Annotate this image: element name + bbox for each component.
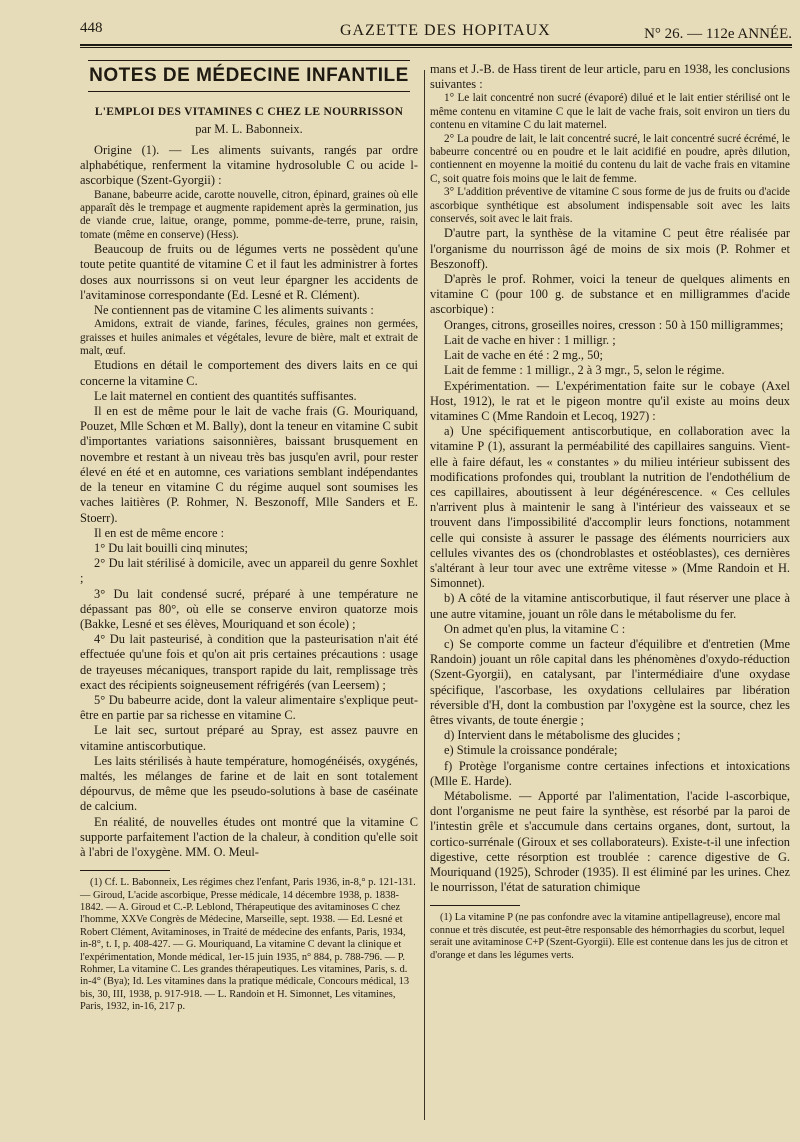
article-author: par M. L. Babonneix. bbox=[195, 122, 303, 136]
right-paragraph: Lait de vache en hiver : 1 milligr. ; bbox=[444, 332, 616, 347]
article-title: L'EMPLOI DES VITAMINES C CHEZ LE NOURRISSON bbox=[94, 106, 404, 118]
left-paragraph: Le lait sec, surtout préparé au Spray, est assez pauvre en vitamine antiscorbutique. bbox=[80, 723, 418, 753]
left-paragraph: Il en est de même pour le lait de vache frais (G. Mouriquand, Pouzet, Mlle Schœn et M. Bally), dont la teneur en vitamine C subit d'importantes variations saisonnières, baissant brusquement en novembre et restant à un niveau très bas jusqu'en avril, pour rester élevé en été et en automne, ces variations semblant indépendantes de la teneur en vitamine C du régime auquel sont soumises les vaches laitières (P. Rohmer, N. Beszonoff, Mlle Sanders et E. Stoerr). bbox=[80, 404, 418, 525]
right-paragraph: Lait de femme : 1 milligr., 2 à 3 mgr., 5, selon le régime. bbox=[444, 363, 725, 378]
right-column bbox=[430, 62, 790, 962]
right-paragraph: D'autre part, la synthèse de la vitamine C peut être réalisée par l'organisme du nourrisson âgé de moins de six mois (P. Rohmer et Beszonoff). bbox=[430, 226, 790, 271]
right-paragraph: a) Une spécifiquement antiscorbutique, en collaboration avec la vitamine P (1), assurant la perméabilité des capillaires sanguins. Vient-elle à faire défaut, les « constantes » du milieu intérieur subissent des modifications profondes qui, troublant la nutrition de l'endothélium de ces capillaires, aboutissent à leur dégénérescence. « Ces cellules n'arrivent plus à maintenir le sang à l'intérieur des vaisseaux et se trouvent dans l'impossibilité d'accomplir leurs fonctions, notamment celle qui consiste à assurer le passage des éléments nourriciers aux cellules vivantes des os (chondroblastes et ostéoblastes), ces dernières s'altérant à leur tour avec une extrême vitesse » (Mme Randoin et H. Simonnet). bbox=[430, 424, 790, 591]
right-paragraph: d) Intervient dans le métabolisme des glucides ; bbox=[444, 728, 681, 743]
left-paragraph: Ne contiennent pas de vitamine C les aliments suivants : bbox=[94, 303, 374, 318]
right-paragraph: Expérimentation. — L'expérimentation faite sur le cobaye (Axel Host, 1912), le rat et le pigeon montre qu'il existe au moins deux vitamines C (Mme Randoin et Lecoq, 1927) : bbox=[430, 378, 790, 423]
left-paragraph: Origine (1). — Les aliments suivants, rangés par ordre alphabétique, renferment la vitamine hydrosoluble C ou acide l-ascorbique (Szent-Gyorgii) : bbox=[80, 143, 418, 188]
right-paragraph: b) A côté de la vitamine antiscorbutique, il faut réserver une place à une autre vitamine, jouant un rôle dans le métabolisme du fer. bbox=[430, 591, 790, 621]
left-paragraph: Banane, babeurre acide, carotte nouvelle, citron, épinard, graines où elle apparaît dès le trempage et augmente rapidement après la germination, jus de viande crue, laitue, orange, pomme, pomme-de-terre, prune, raisin, tomate (même en conserve) (Hess). bbox=[80, 188, 418, 241]
left-body bbox=[80, 143, 418, 860]
left-column bbox=[80, 60, 418, 1014]
page-number: 448 bbox=[80, 20, 103, 36]
left-paragraph: Les laits stérilisés à haute température, homogénéisés, oxygénés, maltés, les mélanges de farine et de lait en sont totalement dépourvus, de même que les pseudo-solutions à base de caséinate de calcium. bbox=[80, 753, 418, 814]
footnote-separator bbox=[80, 870, 170, 871]
left-paragraph: 5° Du babeurre acide, dont la valeur alimentaire s'explique peut-être en partie par sa richesse en vitamine C. bbox=[80, 692, 418, 723]
right-paragraph: 2° La poudre de lait, le lait concentré sucré, le lait concentré sucré écrémé, le babeurre concentré ou en poudre et le lait acidifié en poudre, après dilution, contiennent en moyenne la moitié du contenu du lait de vache frais en vitamine C, soit quatre fois moins que le lait de femme. bbox=[430, 132, 790, 185]
column-divider bbox=[424, 70, 425, 1120]
left-paragraph: Amidons, extrait de viande, farines, fécules, graines non germées, graisses et huiles animales et végétales, levure de bière, malt et extrait de malt, œuf. bbox=[80, 318, 418, 358]
running-header bbox=[80, 14, 792, 42]
right-paragraph: Oranges, citrons, groseilles noires, cresson : 50 à 150 milligrammes; bbox=[444, 317, 784, 332]
right-paragraph: Métabolisme. — Apporté par l'alimentation, l'acide l-ascorbique, dont l'organisme ne peut faire la synthèse, est résorbé par la paroi de l'intestin grêle et s'accumule dans certains organes, dont, surtout, la cortico-surrénale (Giroux et ses collaborateurs). Existe-t-il une infection digestive, cette résorption est troublée : carence digestive de G. Mouriquand (1925), Schroder (1935). Il est éliminé par les urines. Chez le nourrisson, l'état de saturation chimique bbox=[430, 788, 790, 895]
header-rule bbox=[80, 44, 792, 46]
header-rule-thin bbox=[80, 47, 792, 48]
right-footnote: (1) La vitamine P (ne pas confondre avec la vitamine antipellagreuse), encore mal connue et très discutée, est peut-être responsable des hémorrhagies du scorbut, lequel serait une avitaminose C+P (Szent-Gyorgii). Elle est contenue dans les jus de citron et d'orange et dans les légumes verts. bbox=[430, 912, 788, 961]
left-paragraph: Il en est de même encore : bbox=[94, 525, 225, 540]
right-paragraph: 1° Le lait concentré non sucré (évaporé) dilué et le lait entier stérilisé ont le même contenu en vitamine C que le lait de vache frais, soit environ un tiers du contenu en vitamine C du lait maternel. bbox=[430, 92, 790, 132]
right-body bbox=[430, 62, 790, 895]
left-paragraph: Beaucoup de fruits ou de légumes verts ne possèdent qu'une toute petite quantité de vitamine C et il faut les administrer à fortes doses aux nourrissons si on veut leur épargner les accidents de l'avitaminose correspondante (Ed. Lesné et R. Clément). bbox=[80, 242, 418, 302]
right-paragraph: On admet qu'en plus, la vitamine C : bbox=[444, 621, 626, 636]
right-paragraph: D'après le prof. Rohmer, voici la teneur de quelques aliments en vitamine C (pour 100 g. de substance et en milligrammes d'acide ascorbique) : bbox=[430, 272, 790, 317]
left-paragraph: 1° Du lait bouilli cinq minutes; bbox=[94, 540, 248, 555]
left-paragraph: 2° Du lait stérilisé à domicile, avec un appareil du genre Soxhlet ; bbox=[80, 556, 418, 586]
left-paragraph: 3° Du lait condensé sucré, préparé à une température ne dépassant pas 80°, où elle se conserve environ quatorze mois (Bakke, Lesné et ses élèves, Mouriquand et son école) ; bbox=[80, 586, 418, 631]
left-paragraph: Le lait maternel en contient des quantités suffisantes. bbox=[94, 388, 357, 403]
right-paragraph: f) Protège l'organisme contre certaines infections et intoxications (Mlle E. Harde). bbox=[430, 758, 790, 788]
section-title: NOTES DE MÉDECINE INFANTILE bbox=[89, 65, 409, 86]
left-paragraph: 4° Du lait pasteurisé, à condition que la pasteurisation n'ait été effectuée qu'une fois et qu'on ait pris certaines précautions : usage de trayeuses mécaniques, transport rapide du lait, remplissage très exact des récipients soigneusement réfrigérés (van Leersem) ; bbox=[80, 632, 418, 692]
right-paragraph: c) Se comporte comme un facteur d'équilibre et d'entretien (Mme Randoin) jouant un rôle capital dans les phénomènes d'oxydo-réduction (Szent-Gyorgii), en catalysant, par l'intermédiaire d'une oxydase spécifique, l'ascorbase, les oxydations cellulaires par libération réversible d'H, dont la combustion par l'oxygène est la source, chez les êtres vivants, de toute énergie ; bbox=[430, 636, 790, 727]
right-paragraph: e) Stimule la croissance pondérale; bbox=[444, 743, 618, 758]
left-footnote: (1) Cf. L. Babonneix, Les régimes chez l'enfant, Paris 1936, in-8,° p. 121-131. — Giroud, L'acide ascorbique, Presse médicale, 14 décembre 1938, p. 1838-1842. — A. Giroud et C.-P. Leblond, Thérapeutique des avitaminoses C chez l'homme, XXVe Congrès de Médecine, Marseille, sept. 1938. — Ed. Lesné et Robert Clément, Avitaminoses, in Traité de médecine des enfants, Paris, 1934, in-8°, t. I, p. 408-427. — G. Mouriquand, La vitamine C devant la clinique et l'expérimentation, Monde médical, 1er-15 juin 1935, n° 884, p. 788-796. — P. Rohmer, La vitamine C. Les grandes thérapeutiques. Les vitamines, Paris, s. d. in-4° (Bya); Id. Les vitamines dans la pratique médicale, Concours médical, 13 bis, 30, III, 1938, p. 917-918. — L. Randoin et H. Simonnet, Les vitamines, Paris, 1932, in-16, 217 p. bbox=[80, 877, 416, 1013]
issue-number: N° 26. — 112e ANNÉE. bbox=[644, 26, 792, 42]
left-paragraph: Etudions en détail le comportement des divers laits en ce qui concerne la vitamine C. bbox=[80, 358, 418, 388]
right-paragraph: 3° L'addition préventive de vitamine C sous forme de jus de fruits ou d'acide ascorbique synthétique est absolument indispensable soit avec les laits conservés, soit avec le lait frais. bbox=[430, 186, 790, 226]
right-paragraph: mans et J.-B. de Hass tirent de leur article, paru en 1938, les conclusions suivantes : bbox=[430, 62, 790, 92]
journal-title: GAZETTE DES HOPITAUX bbox=[340, 22, 551, 39]
footnote-separator bbox=[430, 905, 520, 906]
left-paragraph: En réalité, de nouvelles études ont montré que la vitamine C supporte parfaitement l'action de la chaleur, à condition qu'elle soit à l'abri de l'oxygène. MM. O. Meul- bbox=[80, 814, 418, 859]
right-paragraph: Lait de vache en été : 2 mg., 50; bbox=[444, 348, 603, 363]
section-heading-box bbox=[88, 60, 410, 92]
